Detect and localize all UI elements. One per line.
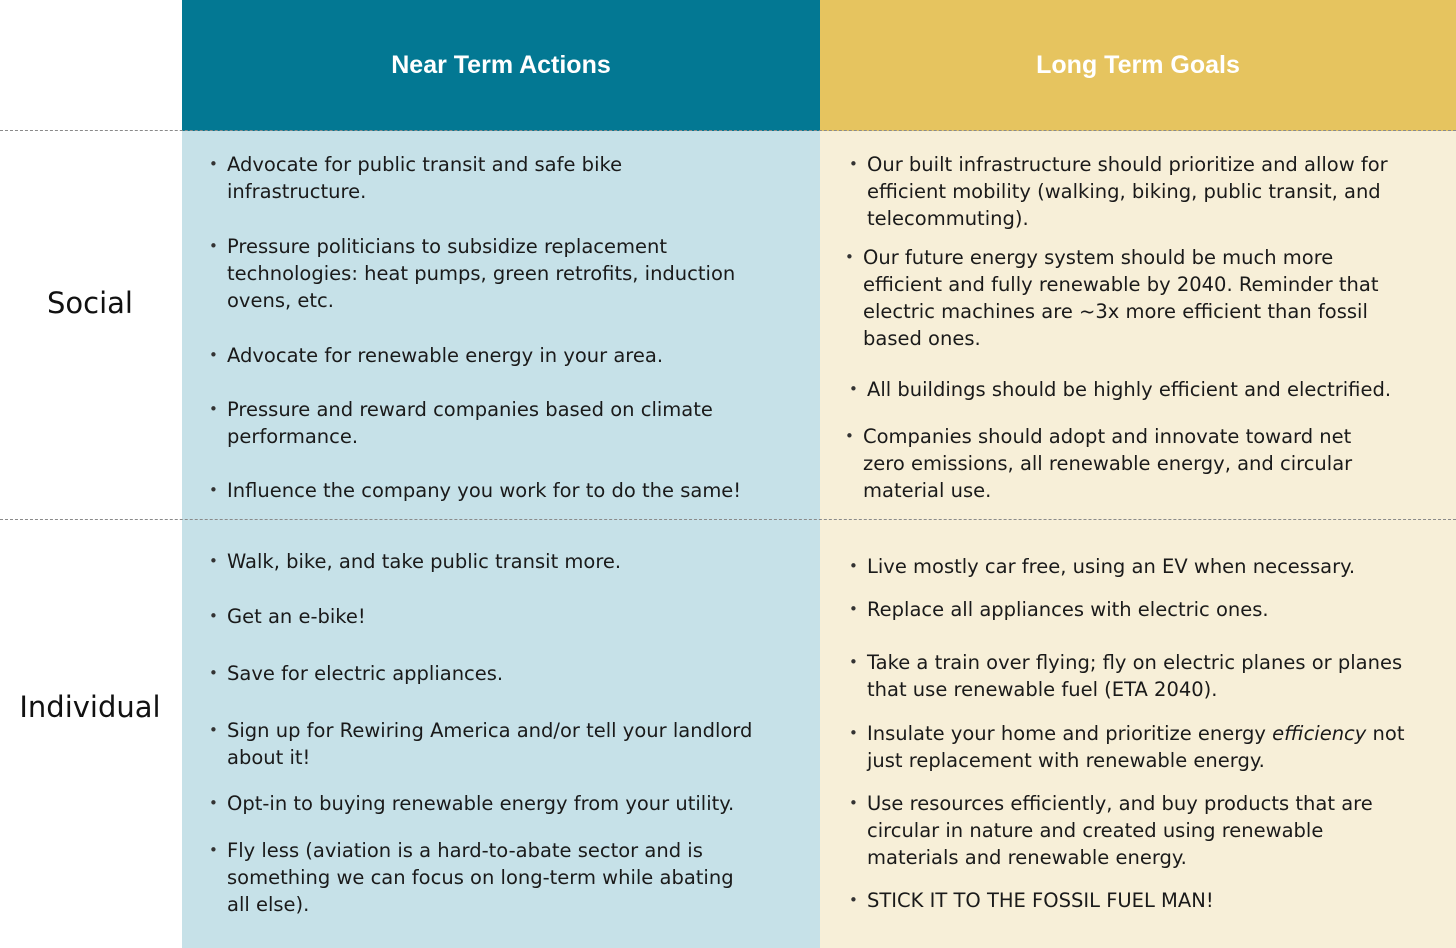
long-term-header-label: Long Term Goals [1036, 51, 1240, 79]
near-term-header [182, 0, 820, 131]
list-item: • Live mostly car free, using an EV when necessary. [849, 553, 1355, 580]
list-item: • Walk, bike, and take public transit more. [209, 548, 621, 575]
row-label-individual: Individual [19, 690, 161, 724]
list-item: • Get an e-bike! [209, 603, 366, 630]
list-item: • Fly less (aviation is a hard-to-abate sector and is something we can focus on long-term while abating all else). [209, 837, 734, 918]
list-item: • Pressure politicians to subsidize replacement technologies: heat pumps, green retrofits, induction ovens, etc. [209, 233, 735, 314]
list-item: • Insulate your home and prioritize energy efficiency not just replacement with renewable energy. [849, 720, 1404, 774]
list-item: • Opt-in to buying renewable energy from your utility. [209, 790, 734, 817]
row-label-social: Social [47, 286, 133, 320]
list-item: • Companies should adopt and innovate toward net zero emissions, all renewable energy, and circular material use. [845, 423, 1352, 504]
list-item: • Influence the company you work for to do the same! [209, 477, 741, 504]
list-item: • Save for electric appliances. [209, 660, 503, 687]
list-item: • Advocate for renewable energy in your area. [209, 342, 663, 369]
list-item: • Our built infrastructure should prioritize and allow for efficient mobility (walking, biking, public transit, and telecommuting). [849, 151, 1388, 232]
list-item: • Use resources efficiently, and buy products that are circular in nature and created using renewable materials and renewable energy. [849, 790, 1373, 871]
list-item: • STICK IT TO THE FOSSIL FUEL MAN! [849, 887, 1214, 914]
list-item: • All buildings should be highly efficient and electrified. [849, 376, 1391, 403]
list-item: • Take a train over flying; fly on electric planes or planes that use renewable fuel (ETA 2040). [849, 649, 1402, 703]
row-divider [0, 519, 1456, 520]
list-item: • Our future energy system should be much more efficient and fully renewable by 2040. Reminder that electric machines are ~3x more efficient than fossil based ones. [845, 244, 1378, 352]
list-item: • Sign up for Rewiring America and/or tell your landlord about it! [209, 717, 752, 771]
list-item: • Advocate for public transit and safe bike infrastructure. [209, 151, 622, 205]
list-item: • Replace all appliances with electric ones. [849, 596, 1269, 623]
long-term-header [820, 0, 1456, 131]
header-divider [0, 130, 1456, 131]
near-term-header-label: Near Term Actions [391, 51, 611, 79]
list-item: • Pressure and reward companies based on climate performance. [209, 396, 713, 450]
